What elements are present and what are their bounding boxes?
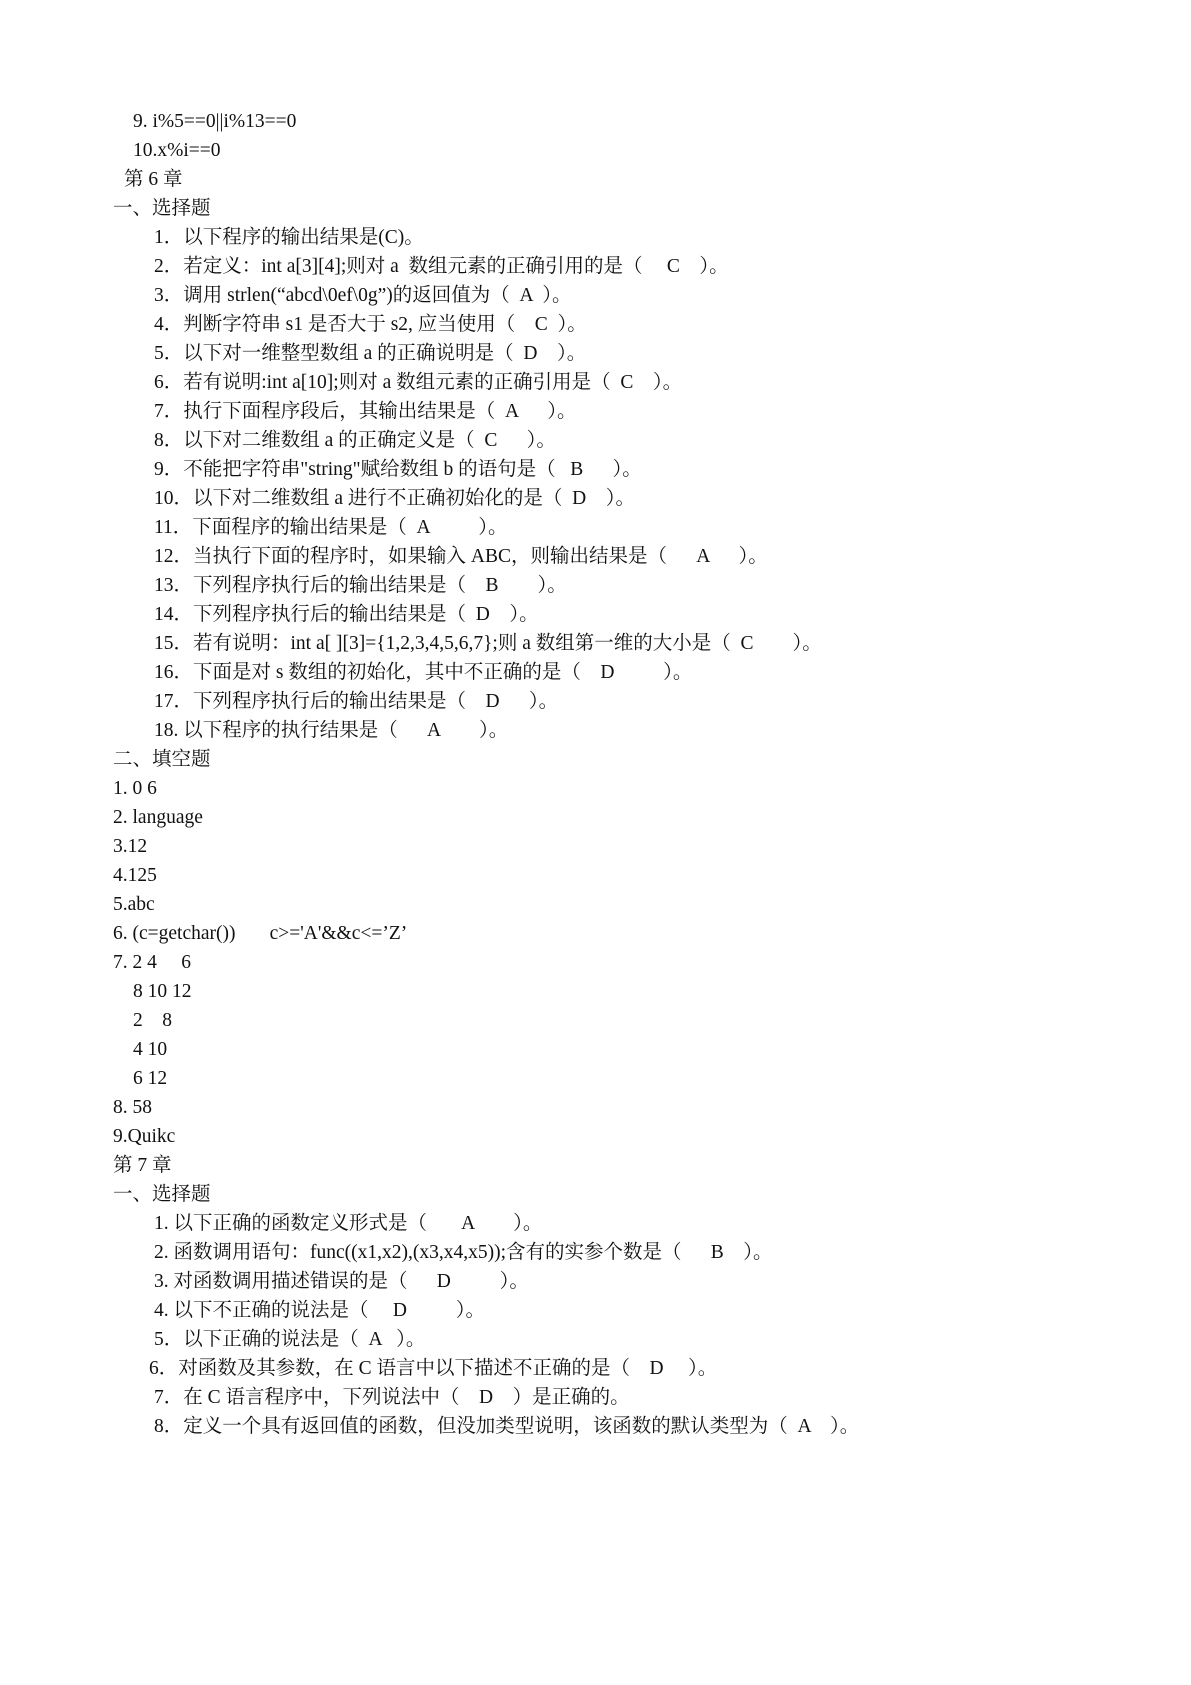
question-line: 5．以下正确的说法是（ A ）。	[154, 1329, 426, 1350]
fill-answer-line: 2. language	[113, 807, 203, 828]
question-line: 8．定义一个具有返回值的函数，但没加类型说明，该函数的默认类型为（ A ）。	[154, 1416, 860, 1437]
chapter-heading: 第 6 章	[124, 169, 183, 190]
question-line: 13．下列程序执行后的输出结果是（ B ）。	[154, 575, 567, 596]
question-line: 16．下面是对 s 数组的初始化，其中不正确的是（ D ）。	[154, 662, 693, 683]
question-line: 5．以下对一维整型数组 a 的正确说明是（ D ）。	[154, 343, 587, 364]
fill-answer-continuation: 8 10 12	[133, 981, 192, 1002]
section-title: 二、填空题	[113, 749, 211, 770]
section-title: 一、选择题	[113, 1184, 211, 1205]
question-line: 10．以下对二维数组 a 进行不正确初始化的是（ D ）。	[154, 488, 635, 509]
question-line: 17．下列程序执行后的输出结果是（ D ）。	[154, 691, 559, 712]
fill-answer-line: 3.12	[113, 836, 148, 857]
question-line: 11．下面程序的输出结果是（ A ）。	[154, 517, 508, 538]
answer-line: 9. i%5==0||i%13==0	[133, 111, 297, 132]
fill-answer-line: 7. 2 4 6	[113, 952, 191, 973]
question-line: 4. 以下不正确的说法是（ D ）。	[154, 1300, 485, 1321]
question-line: 2．若定义：int a[3][4];则对 a 数组元素的正确引用的是（ C ）。	[154, 256, 729, 277]
question-line: 1. 以下正确的函数定义形式是（ A ）。	[154, 1213, 543, 1234]
question-line: 18. 以下程序的执行结果是（ A ）。	[154, 720, 509, 741]
question-line: 1．以下程序的输出结果是(C)。	[154, 227, 424, 248]
fill-answer-line: 8. 58	[113, 1097, 152, 1118]
fill-answer-line: 4.125	[113, 865, 157, 886]
fill-answer-continuation: 6 12	[133, 1068, 168, 1089]
question-line: 4．判断字符串 s1 是否大于 s2, 应当使用（ C ）。	[154, 314, 587, 335]
question-line: 6．若有说明:int a[10];则对 a 数组元素的正确引用是（ C ）。	[154, 372, 683, 393]
chapter-heading: 第 7 章	[113, 1155, 172, 1176]
question-line: 12．当执行下面的程序时，如果输入 ABC，则输出结果是（ A ）。	[154, 546, 768, 567]
question-line: 2. 函数调用语句：func((x1,x2),(x3,x4,x5));含有的实参个数是（ B ）。	[154, 1242, 773, 1263]
fill-answer-line: 1. 0 6	[113, 778, 157, 799]
fill-answer-line: 9.Quikc	[113, 1126, 176, 1147]
question-line: 7．执行下面程序段后，其输出结果是（ A ）。	[154, 401, 577, 422]
question-line: 8．以下对二维数组 a 的正确定义是（ C ）。	[154, 430, 556, 451]
question-line: 14．下列程序执行后的输出结果是（ D ）。	[154, 604, 539, 625]
fill-answer-continuation: 4 10	[133, 1039, 168, 1060]
question-line: 9．不能把字符串"string"赋给数组 b 的语句是（ B ）。	[154, 459, 642, 480]
question-line: 7．在 C 语言程序中，下列说法中（ D ）是正确的。	[154, 1387, 630, 1408]
question-line: 6．对函数及其参数，在 C 语言中以下描述不正确的是（ D ）。	[149, 1358, 718, 1379]
fill-answer-line: 5.abc	[113, 894, 155, 915]
answer-line: 10.x%i==0	[133, 140, 221, 161]
question-line: 15．若有说明：int a[ ][3]={1,2,3,4,5,6,7};则 a 数组第一维的大小是（ C ）。	[154, 633, 822, 654]
question-line: 3．调用 strlen(“abcd\0ef\0g”)的返回值为（ A ）。	[154, 285, 572, 306]
fill-answer-continuation: 2 8	[133, 1010, 172, 1031]
section-title: 一、选择题	[113, 198, 211, 219]
question-line: 3. 对函数调用描述错误的是（ D ）。	[154, 1271, 529, 1292]
fill-answer-line: 6. (c=getchar()) c>='A'&&c<=’Z’	[113, 923, 408, 944]
